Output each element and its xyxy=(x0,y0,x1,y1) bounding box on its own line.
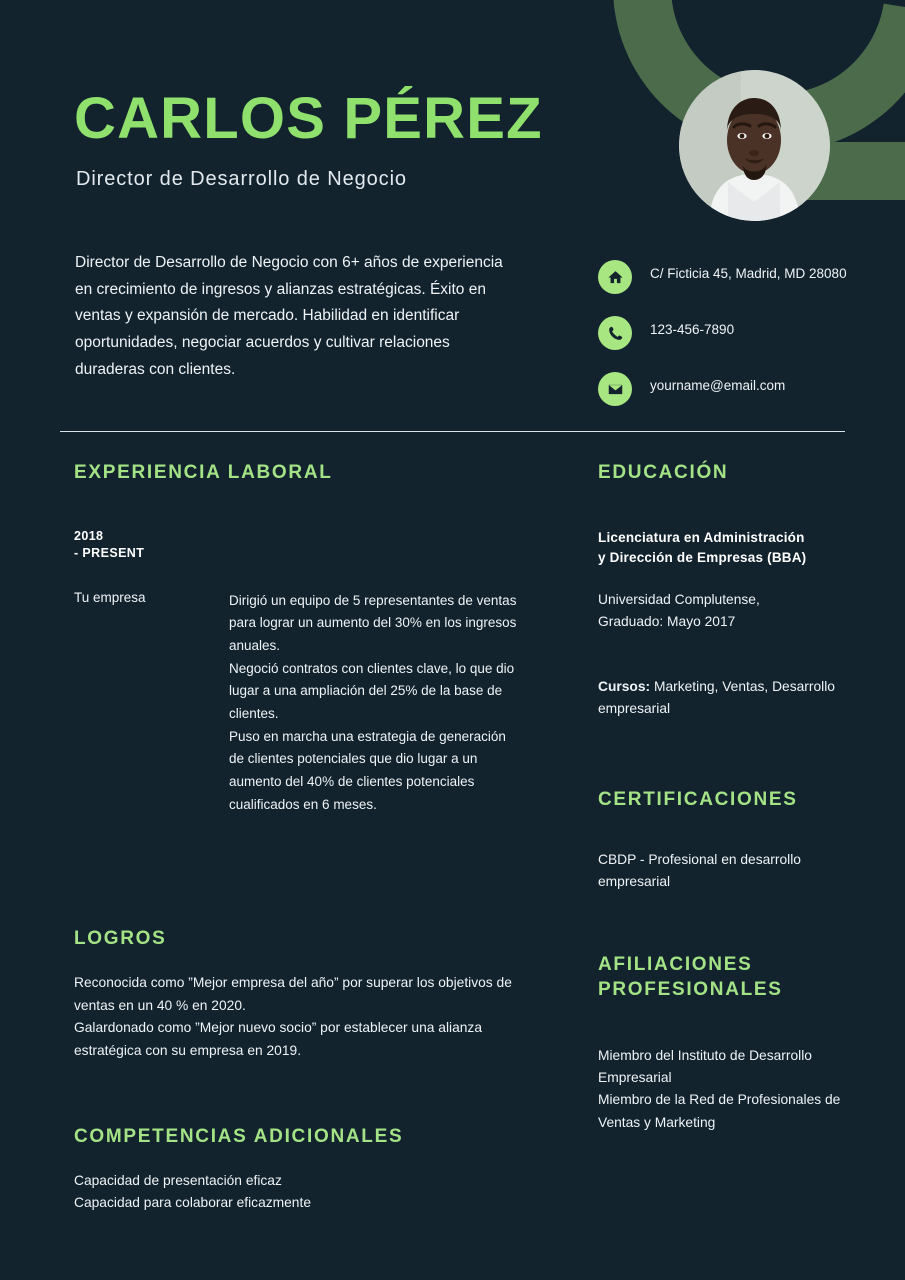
education-degree-line2: y Dirección de Empresas (BBA) xyxy=(598,549,807,565)
contact-phone-text: 123-456-7890 xyxy=(650,322,735,337)
achievement-item: Galardonado como ”Mejor nuevo socio” por establecer una alianza estratégica con su empresa en 2019. xyxy=(74,1020,483,1058)
contact-email-text: yourname@email.com xyxy=(650,378,786,393)
education-school-name: Universidad Complutense, xyxy=(598,592,760,608)
education-heading: EDUCACIÓN xyxy=(598,462,729,483)
contact-block xyxy=(598,260,868,428)
affiliations-heading-line2: PROFESIONALES xyxy=(598,978,783,1000)
experience-bullets xyxy=(229,590,524,817)
contact-address xyxy=(598,260,868,294)
right-column xyxy=(598,462,858,1134)
experience-date-end: - PRESENT xyxy=(74,545,145,560)
page-title: CARLOS PÉREZ xyxy=(74,86,543,151)
experience-section xyxy=(74,462,524,816)
affiliations-heading xyxy=(598,953,858,1002)
home-icon xyxy=(598,260,632,294)
education-school xyxy=(598,589,858,634)
certifications-section xyxy=(598,789,858,894)
affiliations-list xyxy=(598,1045,858,1134)
certifications-list xyxy=(598,849,858,894)
education-graduation: Graduado: Mayo 2017 xyxy=(598,614,736,630)
experience-bullet: Negoció contratos con clientes clave, lo que dio lugar a una ampliación del 25% de la base de clientes. xyxy=(229,660,515,722)
skill-item: Capacidad para colaborar eficazmente xyxy=(74,1195,311,1211)
courses-label: Cursos: xyxy=(598,678,651,694)
affiliation-item: Miembro del Instituto de Desarrollo Empresarial xyxy=(598,1047,812,1085)
email-icon xyxy=(598,372,632,406)
experience-date-start: 2018 xyxy=(74,529,104,543)
experience-dates xyxy=(74,528,524,562)
contact-phone xyxy=(598,316,868,350)
education-degree xyxy=(598,528,858,567)
experience-company: Tu empresa xyxy=(74,589,146,605)
skills-section xyxy=(74,1126,524,1215)
achievement-item: Reconocida como ”Mejor empresa del año” por superar los objetivos de ventas en un 40 % en 2020. xyxy=(74,975,512,1013)
contact-email xyxy=(598,372,868,406)
achievements-section xyxy=(74,928,524,1061)
certification-item: CBDP - Profesional en desarrollo empresarial xyxy=(598,851,801,889)
skills-list xyxy=(74,1170,524,1215)
education-degree-line1: Licenciatura en Administración xyxy=(598,530,805,545)
job-title: Director de Desarrollo de Negocio xyxy=(76,168,407,190)
skills-heading: COMPETENCIAS ADICIONALES xyxy=(74,1125,404,1147)
experience-bullet: Dirigió un equipo de 5 representantes de ventas para lograr un aumento del 30% en los ingresos anuales. xyxy=(229,592,517,654)
affiliations-section xyxy=(598,953,858,1134)
courses-value: Marketing, Ventas, Desarrollo empresarial xyxy=(598,678,835,717)
phone-icon xyxy=(598,316,632,350)
achievements-list xyxy=(74,972,524,1061)
affiliation-item: Miembro de la Red de Profesionales de Ventas y Marketing xyxy=(598,1092,841,1130)
skill-item: Capacidad de presentación eficaz xyxy=(74,1172,282,1188)
education-section xyxy=(598,462,858,721)
experience-bullet: Puso en marcha una estrategia de generación de clientes potenciales que dio lugar a un aumento del 40% de clientes potenciales cualificados en 6 meses. xyxy=(229,728,506,812)
profile-photo xyxy=(679,70,830,221)
experience-heading: EXPERIENCIA LABORAL xyxy=(74,462,333,483)
achievements-heading: LOGROS xyxy=(74,928,167,950)
contact-address-text: C/ Ficticia 45, Madrid, MD 28080 xyxy=(650,266,847,281)
affiliations-heading-line1: AFILIACIONES xyxy=(598,954,753,976)
certifications-heading: CERTIFICACIONES xyxy=(598,788,798,810)
left-column xyxy=(74,462,524,1215)
experience-entry xyxy=(74,590,524,817)
education-courses xyxy=(598,676,858,721)
professional-summary: Director de Desarrollo de Negocio con 6+ años de experiencia en crecimiento de ingresos y alianzas estratégicas. Éxito en ventas y expansión de mercado. Habilidad en identificar oportunidades, negociar acuerdos y cultivar relaciones duraderas con clientes. xyxy=(75,254,503,378)
header-divider xyxy=(60,431,845,432)
